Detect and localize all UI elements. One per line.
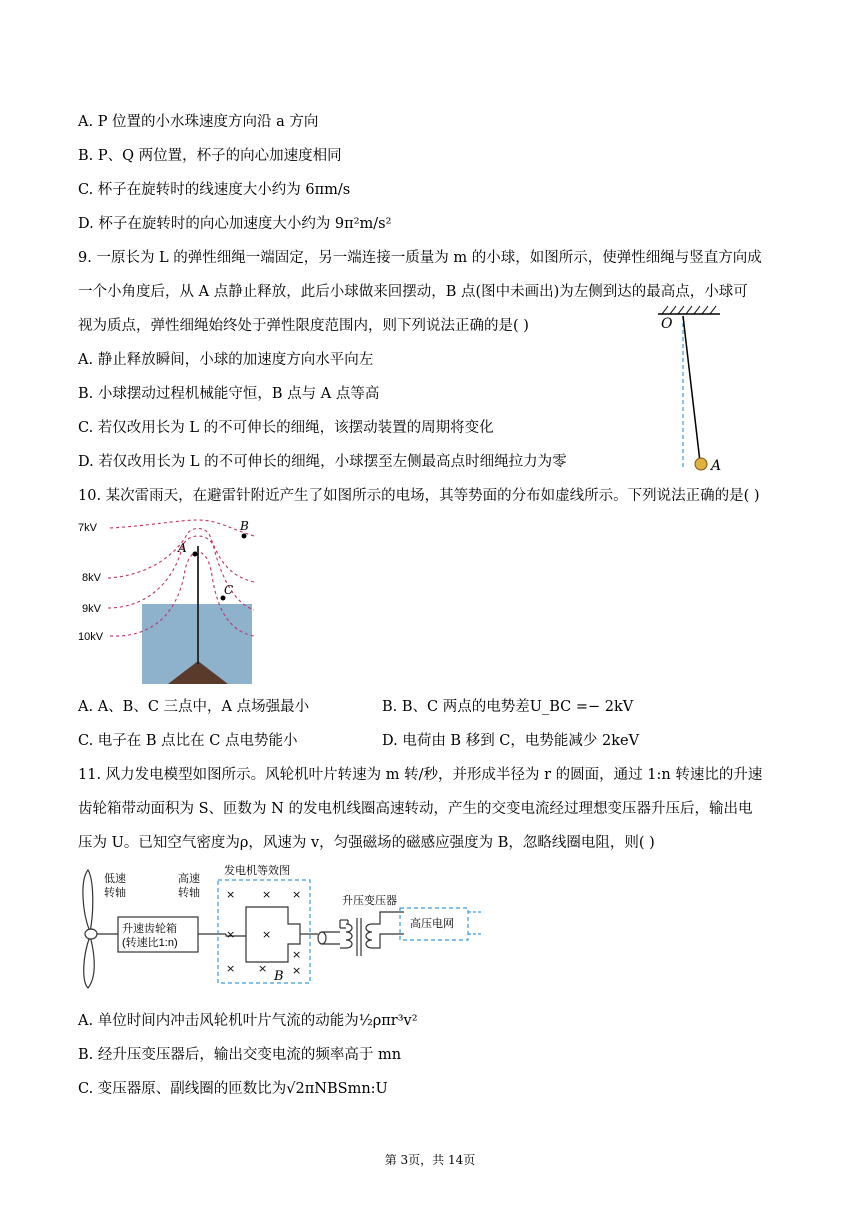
page-footer: 第 3页，共 14页	[384, 1153, 476, 1167]
q9-stem-line2: 一个小角度后，从 A 点静止释放，此后小球做来回摆动，B 点(图中未画出)为左侧到达的最高点，小球可	[78, 284, 748, 300]
point-a	[193, 552, 198, 557]
q9-option-c: C. 若仅改用长为 L 的不可伸长的细绳，该摆动装置的周期将变化	[78, 420, 494, 436]
equipotential-label-7kv: 7kV	[78, 522, 97, 534]
pendulum-label-a: A	[711, 458, 722, 474]
fig-high-shaft-2: 转轴	[178, 887, 200, 899]
pendulum-figure	[650, 302, 740, 477]
svg-text:×: ×	[226, 928, 236, 941]
equipotential-label-9kv: 9kV	[82, 603, 101, 615]
point-b	[242, 534, 247, 539]
q9-stem-line3: 视为质点，弹性细绳始终处于弹性限度范围内，则下列说法正确的是( )	[78, 318, 529, 334]
svg-text:×: ×	[292, 948, 302, 961]
fig-grid: 高压电网	[410, 918, 454, 930]
svg-text:×: ×	[292, 964, 302, 977]
fig-gearbox-1: 升速齿轮箱	[122, 923, 177, 935]
point-a-label: A	[178, 541, 187, 555]
q11-option-a: A. 单位时间内冲击风轮机叶片气流的动能为½ρπr³v²	[78, 1013, 418, 1029]
fig-gearbox-2: (转速比1:n)	[122, 937, 178, 949]
point-b-label: B	[240, 519, 249, 533]
q10-option-b: B. B、C 两点的电势差U_BC =− 2kV	[382, 699, 634, 715]
q10-option-c: C. 电子在 B 点比在 C 点电势能小	[78, 733, 298, 749]
svg-text:×: ×	[292, 888, 302, 901]
svg-text:×: ×	[262, 888, 272, 901]
q8-option-d: D. 杯子在旋转时的向心加速度大小约为 9π²m/s²	[78, 216, 392, 232]
q11-option-b: B. 经升压变压器后，输出交变电流的频率高于 mn	[78, 1047, 402, 1063]
pendulum-ball	[695, 458, 707, 470]
svg-text:×: ×	[258, 962, 268, 975]
q9-option-d: D. 若仅改用长为 L 的不可伸长的细绳，小球摆至左侧最高点时细绳拉力为零	[78, 454, 567, 470]
pendulum-label-o: O	[661, 316, 673, 332]
q9-option-b: B. 小球摆动过程机械能守恒，B 点与 A 点等高	[78, 386, 380, 402]
q8-option-a: A. P 位置的小水珠速度方向沿 a 方向	[78, 114, 319, 130]
q8-option-b: B. P、Q 两位置，杯子的向心加速度相同	[78, 148, 342, 164]
point-c-label: C	[224, 583, 234, 597]
q10-option-a: A. A、B、C 三点中，A 点场强最小	[78, 699, 310, 715]
fig-transformer: 升压变压器	[342, 895, 397, 907]
lightning-rod-figure	[78, 514, 268, 684]
svg-text:×: ×	[262, 928, 272, 941]
q11-stem-line1: 11. 风力发电模型如图所示。风轮机叶片转速为 m 转/秒，并形成半径为 r 的圆面，通过 1:n 转速比的升速	[78, 767, 763, 783]
q11-stem-line3: 压为 U。已知空气密度为ρ，风速为 v，匀强磁场的磁感应强度为 B，忽略线圈电阻，则( )	[78, 835, 655, 851]
q9-option-a: A. 静止释放瞬间，小球的加速度方向水平向左	[78, 352, 374, 368]
q10-option-d: D. 电荷由 B 移到 C，电势能减少 2keV	[382, 733, 640, 749]
svg-text:×: ×	[226, 888, 236, 901]
q8-option-c: C. 杯子在旋转时的线速度大小约为 6πm/s	[78, 182, 351, 198]
svg-text:×: ×	[226, 962, 236, 975]
fig-b-label: B	[274, 969, 284, 984]
q11-option-c: C. 变压器原、副线圈的匝数比为√2πNBSmn:U	[78, 1081, 388, 1097]
fig-generator: 发电机等效图	[224, 865, 290, 877]
equipotential-label-10kv: 10kV	[78, 631, 104, 643]
wind-generator-figure	[78, 862, 488, 990]
q11-stem-line2: 齿轮箱带动面积为 S、匝数为 N 的发电机线圈高速转动，产生的交变电流经过理想变压器升压后，输出电	[78, 801, 753, 817]
q10-stem: 10. 某次雷雨天，在避雷针附近产生了如图所示的电场，其等势面的分布如虚线所示。下列说法正确的是( )	[78, 488, 760, 504]
q9-stem-line1: 9. 一原长为 L 的弹性细绳一端固定，另一端连接一质量为 m 的小球，如图所示，使弹性细绳与竖直方向成	[78, 250, 762, 266]
equipotential-label-8kv: 8kV	[82, 572, 101, 584]
fig-low-shaft-1: 低速	[104, 873, 126, 885]
fig-high-shaft-1: 高速	[178, 873, 200, 885]
fig-low-shaft-2: 转轴	[104, 887, 126, 899]
